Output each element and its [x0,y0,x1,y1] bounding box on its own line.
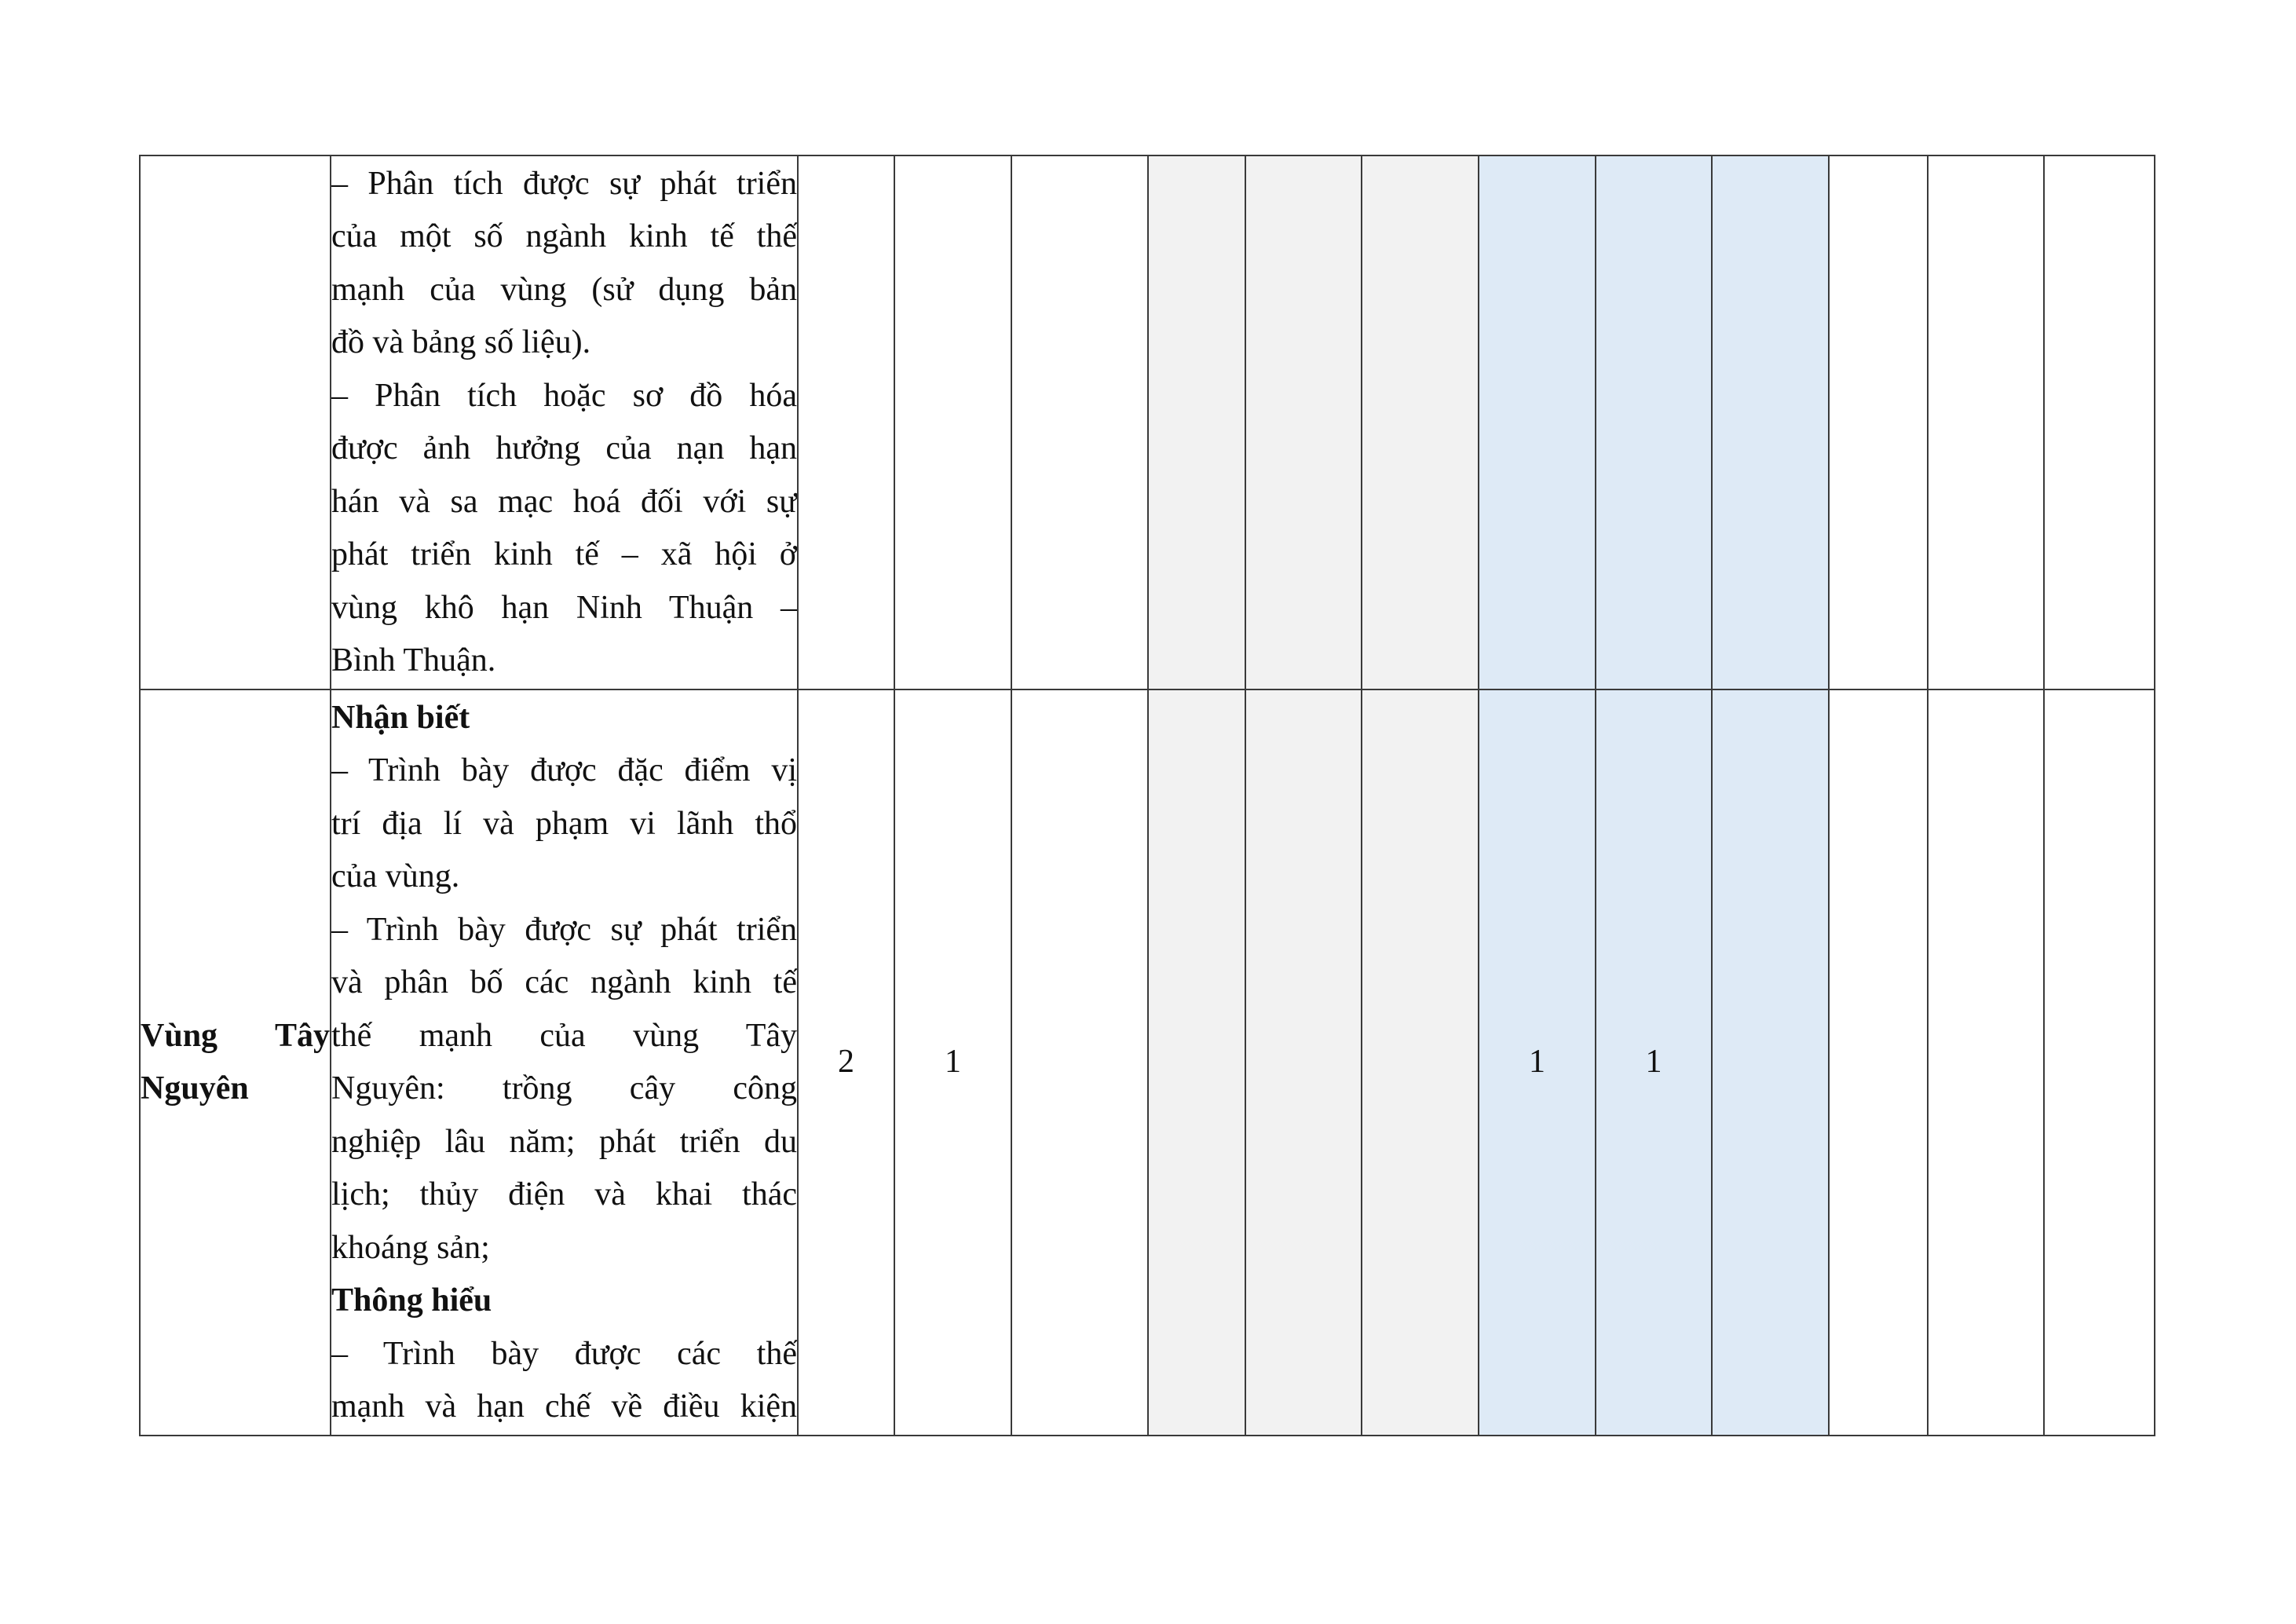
specification-table [139,155,2155,1436]
description-line: Bình Thuận. [331,642,496,678]
level-heading: Nhận biết [331,699,470,736]
description-line: của một số ngành kinh tế thế [331,218,797,254]
description-line: khoáng sản; [331,1229,490,1266]
count-cell: 1 [1596,689,1712,1436]
count-cell: 1 [894,689,1011,1436]
description-line: Nguyên: trồng cây công [331,1070,797,1106]
description-line: đồ và bảng số liệu). [331,324,591,360]
count-cell [1245,689,1362,1436]
count-cell [1829,155,1928,689]
level-heading: Thông hiểu [331,1282,492,1319]
count-cell [894,155,1011,689]
description-line: được ảnh hưởng của nạn hạn [331,430,797,466]
description-line: – Phân tích hoặc sơ đồ hóa [331,377,797,414]
topic-label-line: Vùng Tây [141,1017,330,1054]
description-line: hán và sa mạc hoá đối với sự [331,483,797,520]
description-line: lịch; thủy điện và khai thác [331,1176,797,1213]
description-line: thế mạnh của vùng Tây [331,1017,797,1054]
topic-label-line: Nguyên [141,1070,249,1106]
description-line: mạnh và hạn chế về điều kiện [331,1388,797,1425]
count-cell [1928,689,2044,1436]
count-cell [1245,155,1362,689]
description-line: – Trình bày được đặc điểm vị [331,752,797,788]
description-line: mạnh của vùng (sử dụng bản [331,271,797,308]
description-line: – Phân tích được sự phát triển [331,165,797,202]
count-cell [1829,689,1928,1436]
count-cell [1011,155,1148,689]
description-line: – Trình bày được sự phát triển [331,911,797,948]
count-cell: 1 [1479,689,1596,1436]
topic-cell [140,155,331,689]
count-cell [2044,155,2155,689]
description-line: của vùng. [331,858,460,894]
description-line: – Trình bày được các thế [331,1335,797,1372]
count-cell [1011,689,1148,1436]
count-cell [1712,689,1829,1436]
topic-cell [140,689,331,1436]
count-cell [1148,689,1245,1436]
count-cell [1712,155,1829,689]
count-cell [1148,155,1245,689]
description-line: nghiệp lâu năm; phát triển du [331,1123,797,1160]
description-cell [331,689,798,1436]
table-row [140,155,2155,689]
description-line: vùng khô hạn Ninh Thuận – [331,589,797,626]
description-line: trí địa lí và phạm vi lãnh thổ [331,805,797,842]
count-cell [2044,689,2155,1436]
count-cell [1928,155,2044,689]
count-cell: 2 [798,689,894,1436]
description-line: phát triển kinh tế – xã hội ở [331,536,797,572]
count-cell [798,155,894,689]
count-cell [1479,155,1596,689]
table-row [140,689,2155,1436]
count-cell [1362,689,1479,1436]
description-line: và phân bố các ngành kinh tế [331,964,797,1000]
description-cell [331,155,798,689]
count-cell [1362,155,1479,689]
count-cell [1596,155,1712,689]
